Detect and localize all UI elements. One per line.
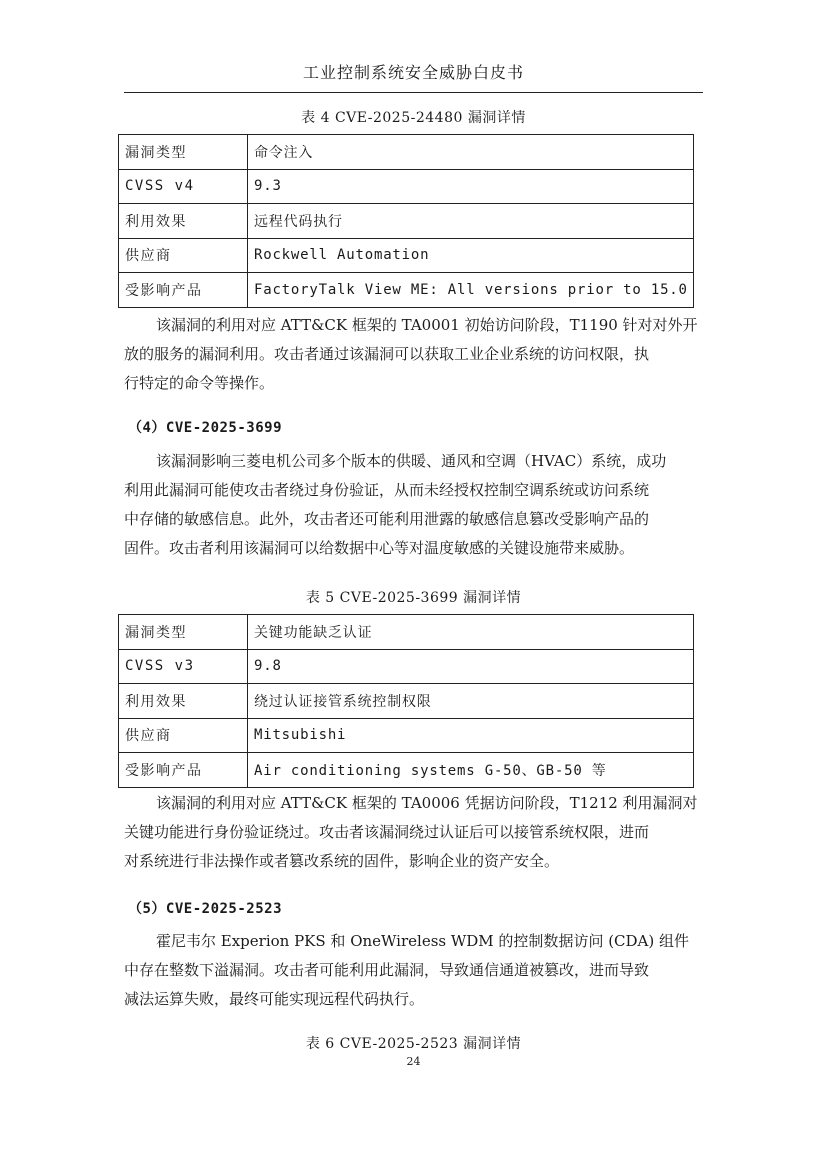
- page-number: 24: [406, 1055, 421, 1068]
- table-5-caption: 表 5 CVE-2025-3699 漏洞详情: [305, 590, 522, 606]
- paragraph-ta0001: [124, 311, 702, 398]
- paragraph-line: 行特定的命令等操作。: [124, 374, 275, 392]
- paragraph-line: 该漏洞的利用对应 ATT&CK 框架的 TA0006 凭据访问阶段，T1212 利用漏洞对: [156, 794, 698, 812]
- table-cell-value: 命令注入: [248, 135, 694, 170]
- table-row: [119, 135, 694, 170]
- paragraph-line: 放的服务的漏洞利用。攻击者通过该漏洞可以获取工业企业系统的访问权限，执: [124, 345, 650, 363]
- paragraph-line: 中存在整数下溢漏洞。攻击者可能利用此漏洞，导致通信通道被篡改，进而导致: [124, 961, 650, 979]
- paragraph-line: 该漏洞的利用对应 ATT&CK 框架的 TA0001 初始访问阶段，T1190 针对对外开: [156, 316, 698, 334]
- table-cell-key: CVSS v3: [119, 649, 248, 684]
- section-heading-cve-2025-2523: （5）CVE-2025-2523: [128, 901, 283, 917]
- table-cell-value: 绕过认证接管系统控制权限: [248, 684, 694, 719]
- table-row: [119, 238, 694, 273]
- table-cell-value: 9.8: [248, 649, 694, 684]
- table-row: [119, 273, 694, 308]
- table-cell-key: 漏洞类型: [119, 135, 248, 170]
- table-4: [118, 134, 694, 308]
- table-cell-key: 供应商: [119, 718, 248, 753]
- running-header-title: 工业控制系统安全威胁白皮书: [302, 63, 524, 82]
- table-row: [119, 753, 694, 788]
- paragraph-ta0006: [124, 789, 702, 876]
- paragraph-honeywell: [124, 927, 702, 1014]
- paragraph-line: 固件。攻击者利用该漏洞可以给数据中心等对温度敏感的关键设施带来威胁。: [124, 539, 635, 557]
- table-cell-key: 利用效果: [119, 204, 248, 239]
- table-cell-value: FactoryTalk View ME: All versions prior to 15.0: [248, 273, 694, 308]
- table-row: [119, 204, 694, 239]
- paragraph-hvac: [124, 447, 702, 563]
- paragraph-line: 利用此漏洞可能使攻击者绕过身份验证，从而未经授权控制空调系统或访问系统: [124, 481, 650, 499]
- section-heading-cve-2025-3699: （4）CVE-2025-3699: [128, 420, 283, 436]
- table-row: [119, 615, 694, 650]
- paragraph-line: 减法运算失败，最终可能实现远程代码执行。: [124, 990, 425, 1008]
- table-row: [119, 718, 694, 753]
- paragraph-line: 霍尼韦尔 Experion PKS 和 OneWireless WDM 的控制数据访问 (CDA) 组件: [156, 932, 690, 950]
- table-cell-value: 关键功能缺乏认证: [248, 615, 694, 650]
- table-cell-value: 9.3: [248, 169, 694, 204]
- table-row: [119, 169, 694, 204]
- table-cell-key: 利用效果: [119, 684, 248, 719]
- table-6-caption: 表 6 CVE-2025-2523 漏洞详情: [305, 1036, 522, 1052]
- table-cell-key: CVSS v4: [119, 169, 248, 204]
- table-row: [119, 684, 694, 719]
- table-cell-value: Rockwell Automation: [248, 238, 694, 273]
- table-cell-key: 供应商: [119, 238, 248, 273]
- header-divider: [124, 92, 703, 93]
- paragraph-line: 关键功能进行身份验证绕过。攻击者该漏洞绕过认证后可以接管系统权限，进而: [124, 823, 650, 841]
- table-row: [119, 649, 694, 684]
- table-cell-value: 远程代码执行: [248, 204, 694, 239]
- table-5: [118, 614, 694, 788]
- paragraph-line: 对系统进行非法操作或者篡改系统的固件，影响企业的资产安全。: [124, 852, 560, 870]
- paragraph-line: 该漏洞影响三菱电机公司多个版本的供暖、通风和空调（HVAC）系统，成功: [156, 452, 667, 470]
- paragraph-line: 中存储的敏感信息。此外，攻击者还可能利用泄露的敏感信息篡改受影响产品的: [124, 510, 650, 528]
- table-cell-value: Air conditioning systems G-50、GB-50 等: [248, 753, 694, 788]
- table-cell-key: 受影响产品: [119, 273, 248, 308]
- table-cell-value: Mitsubishi: [248, 718, 694, 753]
- table-4-caption: 表 4 CVE-2025-24480 漏洞详情: [301, 110, 526, 126]
- table-cell-key: 漏洞类型: [119, 615, 248, 650]
- table-cell-key: 受影响产品: [119, 753, 248, 788]
